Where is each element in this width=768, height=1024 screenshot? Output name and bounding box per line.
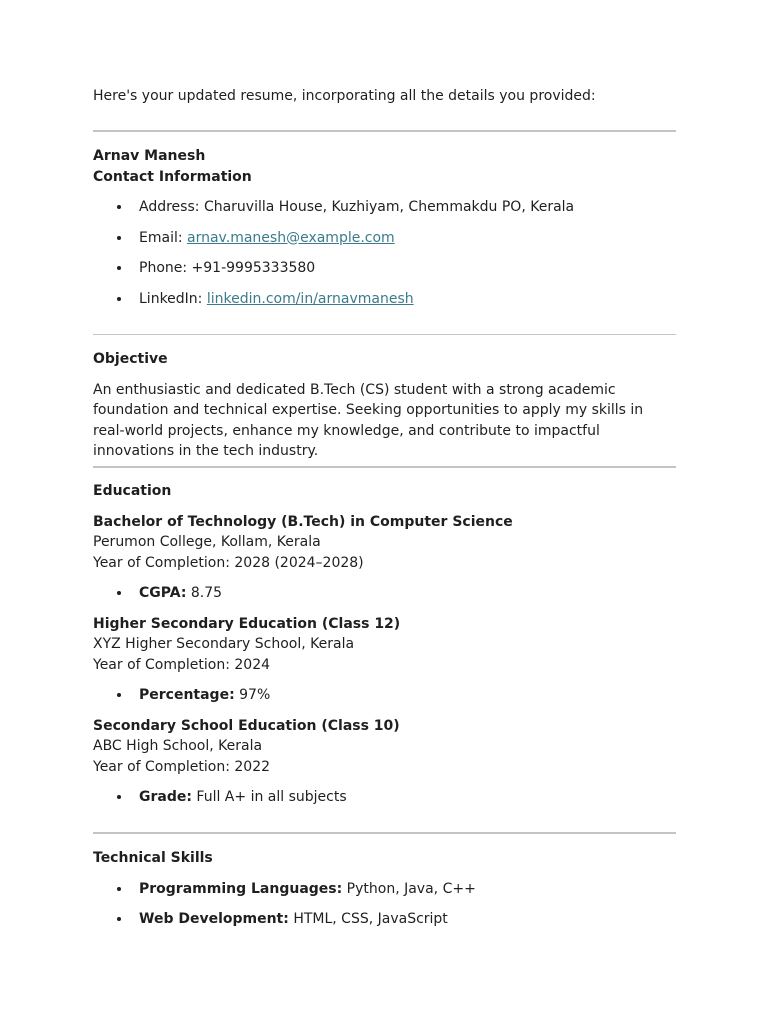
institution: ABC High School, Kerala <box>93 738 263 754</box>
institution: XYZ Higher Secondary School, Kerala <box>93 636 355 652</box>
detail-label: Grade: <box>139 789 192 805</box>
contact-label: LinkedIn: <box>139 290 203 307</box>
bullet-icon <box>117 887 121 891</box>
degree-title: Higher Secondary Education (Class 12) <box>93 615 401 632</box>
education-entry <box>93 512 676 614</box>
bullet-icon <box>117 266 121 270</box>
completion-year: Year of Completion: 2022 <box>93 758 271 775</box>
contact-label: Email: <box>139 229 183 246</box>
email-link[interactable]: arnav.manesh@example.com <box>187 229 395 246</box>
skills-heading: Technical Skills <box>93 850 213 866</box>
bullet-icon <box>117 795 121 799</box>
bullet-icon <box>117 917 121 921</box>
degree-title: Secondary School Education (Class 10) <box>93 717 400 734</box>
education-heading: Education <box>93 483 172 499</box>
detail-label: Percentage: <box>139 687 235 703</box>
section-divider <box>93 832 676 834</box>
bullet-icon <box>117 236 121 240</box>
objective-heading: Objective <box>93 351 168 367</box>
contact-section <box>93 146 676 319</box>
contact-heading: Contact Information <box>93 168 252 185</box>
objective-section <box>93 349 676 462</box>
resume-name: Arnav Manesh <box>93 148 206 164</box>
linkedin-link[interactable]: linkedin.com/in/arnavmanesh <box>206 290 414 307</box>
contact-list <box>93 197 676 319</box>
education-details <box>93 787 676 818</box>
objective-text: An enthusiastic and dedicated B.Tech (CS) student with a strong academic foundation and technical expertise. Seeking opportunities to apply my skills in real-world projects, enhance my knowledge, and contribute to impactful innovations in the tech industry. <box>93 381 644 459</box>
education-detail <box>93 583 676 614</box>
education-detail <box>93 685 676 716</box>
education-entry <box>93 716 676 818</box>
completion-year: Year of Completion: 2024 <box>93 656 271 673</box>
education-details <box>93 685 676 716</box>
contact-label: Address: <box>139 199 200 215</box>
address-value: Charuvilla House, Kuzhiyam, Chemmakdu PO, Kerala <box>203 199 575 215</box>
contact-address <box>93 197 676 228</box>
education-detail <box>93 787 676 818</box>
contact-label: Phone: <box>139 260 188 276</box>
institution: Perumon College, Kollam, Kerala <box>93 534 321 550</box>
completion-year: Year of Completion: 2028 (2024–2028) <box>93 554 364 571</box>
skill-label: Programming Languages: <box>139 880 343 897</box>
detail-label: CGPA: <box>139 585 187 601</box>
education-section <box>93 481 676 818</box>
degree-title: Bachelor of Technology (B.Tech) in Computer Science <box>93 513 513 530</box>
skill-item <box>93 879 676 910</box>
contact-linkedin <box>93 289 676 320</box>
bullet-icon <box>117 693 121 697</box>
detail-value: Full A+ in all subjects <box>196 789 347 805</box>
education-entry <box>93 614 676 716</box>
education-details <box>93 583 676 614</box>
contact-email <box>93 228 676 259</box>
intro-text: Here's your updated resume, incorporating all the details you provided: <box>93 88 596 104</box>
detail-value: 8.75 <box>190 585 223 601</box>
contact-phone <box>93 258 676 289</box>
section-divider <box>93 466 676 468</box>
skill-item <box>93 909 676 940</box>
phone-value: +91-9995333580 <box>191 260 316 276</box>
skill-value: HTML, CSS, JavaScript <box>293 911 448 927</box>
skill-label: Web Development: <box>139 911 289 927</box>
bullet-icon <box>117 205 121 209</box>
section-divider <box>93 130 676 132</box>
skill-value: Python, Java, C++ <box>346 880 476 897</box>
skills-section <box>93 848 676 940</box>
detail-value: 97% <box>239 687 271 703</box>
bullet-icon <box>117 297 121 301</box>
bullet-icon <box>117 591 121 595</box>
section-divider <box>93 334 676 335</box>
skills-list <box>93 879 676 940</box>
